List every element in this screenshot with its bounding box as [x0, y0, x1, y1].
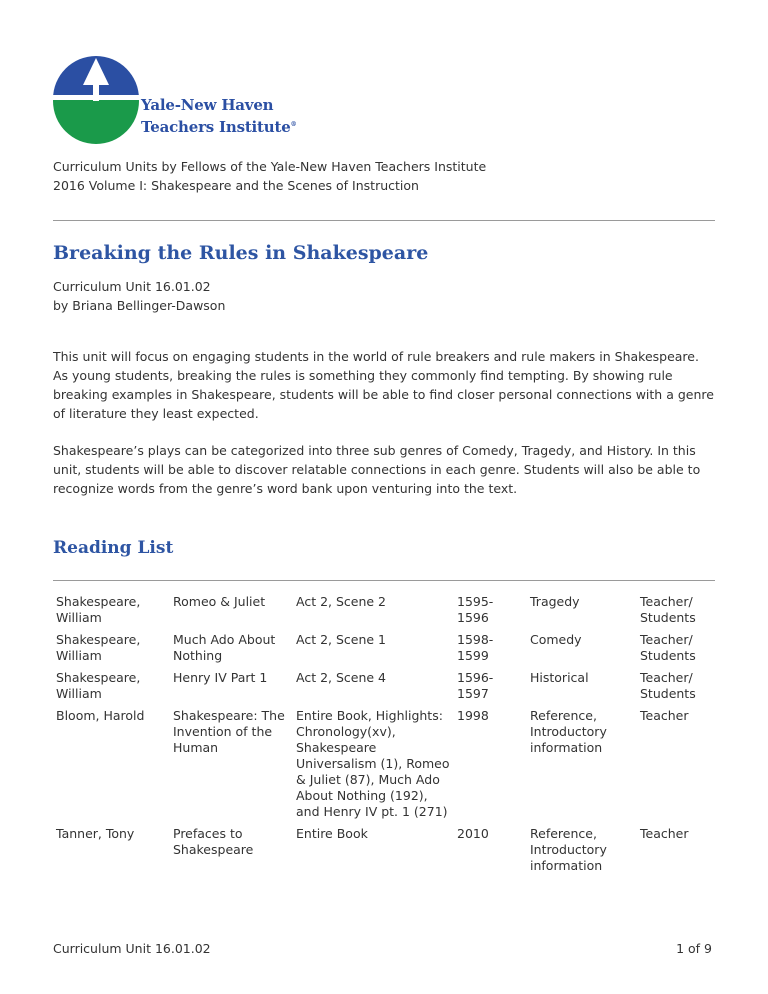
year-cell: 2010: [457, 826, 489, 841]
audience-cell: Teacher/ Students: [640, 670, 696, 701]
title-cell: Romeo & Juliet: [173, 594, 266, 609]
title-cell: Much Ado About Nothing: [173, 632, 276, 663]
author-cell: Tanner, Tony: [56, 826, 135, 841]
genre-paragraph: Shakespeare’s plays can be categorized into three sub genres of Comedy, Tragedy, and History. In this unit, students will be able to discover relatable connections in each genre. Students will also be able to recognize words from the genre’s word bank upon venturing into the text.: [53, 443, 701, 496]
footer-unit: Curriculum Unit 16.01.02: [53, 941, 211, 956]
logo: [50, 55, 297, 147]
author-cell: Shakespeare, William: [56, 670, 141, 701]
title-cell: Prefaces to Shakespeare: [173, 826, 254, 857]
table-row: [53, 823, 715, 877]
reading-list-heading: Reading List: [53, 538, 174, 558]
volume-line: 2016 Volume I: Shakespeare and the Scenes of Instruction: [53, 178, 419, 193]
logo-wordmark: [141, 95, 296, 137]
unit-author: by Briana Bellinger-Dawson: [53, 298, 226, 313]
genre-cell: Reference, Introductory information: [530, 708, 607, 755]
author-cell: Shakespeare, William: [56, 594, 141, 625]
audience-cell: Teacher/ Students: [640, 594, 696, 625]
genre-cell: Reference, Introductory information: [530, 826, 607, 873]
logo-line-2: Teachers Institute: [141, 118, 291, 136]
title-cell: Shakespeare: The Invention of the Human: [173, 708, 285, 755]
author-cell: Shakespeare, William: [56, 632, 141, 663]
institute-emblem-icon: [50, 55, 142, 147]
logo-line-1: Yale-New Haven: [141, 96, 274, 114]
genre-cell: Historical: [530, 670, 589, 685]
intro-paragraph: This unit will focus on engaging students in the world of rule breakers and rule makers in Shakespeare. As young students, breaking the rules is something they commonly find tempting. By showing rule breaking examples in Shakespeare, students will be able to find closer personal connections with a genre of literature they least expected.: [53, 349, 714, 421]
table-row: [53, 667, 715, 705]
unit-number: Curriculum Unit 16.01.02: [53, 279, 211, 294]
registered-mark: ®: [290, 121, 297, 128]
title-cell: Henry IV Part 1: [173, 670, 268, 685]
audience-cell: Teacher: [640, 708, 689, 723]
unit-meta: [53, 277, 225, 315]
page-number: 1 of 9: [676, 941, 712, 956]
table-row: [53, 591, 715, 629]
section-cell: Entire Book: [296, 826, 368, 841]
collection-info: [53, 157, 486, 195]
unit-title: Breaking the Rules in Shakespeare: [53, 242, 429, 264]
table-row: [53, 705, 715, 823]
header-divider: [53, 220, 715, 221]
series-line: Curriculum Units by Fellows of the Yale-New Haven Teachers Institute: [53, 159, 487, 174]
genre-cell: Tragedy: [530, 594, 580, 609]
year-cell: 1595-1596: [457, 594, 494, 625]
section-cell: Act 2, Scene 1: [296, 632, 387, 647]
section-cell: Entire Book, Highlights: Chronology(xv), Shakespeare Universalism (1), Romeo & Juliet (87), Much Ado About Nothing (192), and Henry IV pt. 1 (271): [296, 708, 450, 819]
reading-list-table: [53, 591, 715, 877]
table-row: [53, 629, 715, 667]
year-cell: 1596-1597: [457, 670, 494, 701]
section-cell: Act 2, Scene 4: [296, 670, 387, 685]
year-cell: 1998: [457, 708, 489, 723]
audience-cell: Teacher: [640, 826, 689, 841]
audience-cell: Teacher/ Students: [640, 632, 696, 663]
year-cell: 1598-1599: [457, 632, 494, 663]
reading-list-divider: [53, 580, 715, 581]
section-cell: Act 2, Scene 2: [296, 594, 387, 609]
author-cell: Bloom, Harold: [56, 708, 145, 723]
genre-cell: Comedy: [530, 632, 582, 647]
